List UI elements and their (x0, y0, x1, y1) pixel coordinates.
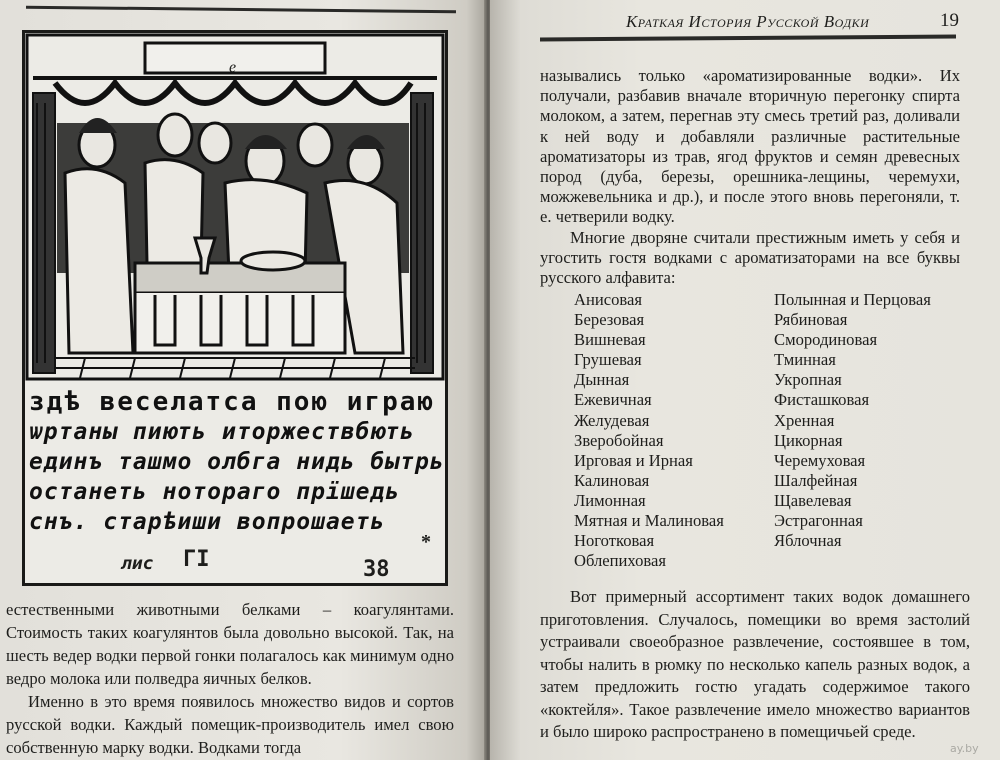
list-item: Щавелевая (774, 490, 852, 510)
left-page-text (6, 598, 454, 759)
paragraph: Именно в это время появилось множество видов и сортов русской водки. Каждый помещик-производитель имел свою собственную марку водки. Водками тогда (6, 692, 454, 757)
vodka-list (574, 290, 974, 571)
list-item: Полынная и Перцовая (774, 290, 931, 309)
list-item: Березовая (574, 310, 645, 330)
list-item: Ежевичная (574, 390, 652, 410)
list-item: Шалфейная (774, 470, 858, 490)
list-item: Тминная (774, 350, 836, 370)
list-item: Мятная и Малиновая (574, 511, 724, 531)
list-item: Облепиховая (574, 551, 666, 571)
left-page (0, 0, 486, 760)
list-item: Ноготковая (574, 531, 655, 551)
paragraph: Вот примерный ассортимент таких водок домашнего приготовления. Случалось, помещики во время застолий устраивали своеобразное развлечение, состоявшее в том, чтобы налить в рюмку по несколько капель разных водок, а затем предложить гостю угадать содержимое такого «коктейля». Такое развлечение имело множество вариантов и было широко распространено в помещичьей среде. (540, 587, 970, 741)
caption-line: здѣ веселатса пою играю (29, 387, 436, 417)
list-item: Грушевая (574, 350, 642, 370)
left-top-rule (26, 6, 456, 14)
list-item: Рябиновая (774, 310, 848, 330)
list-item: Укропная (774, 370, 842, 390)
list-item: Лимонная (574, 490, 646, 510)
list-item: Смородиновая (774, 330, 878, 350)
woodcut-top-letter: е (229, 59, 237, 76)
right-page-text-bottom (540, 586, 970, 744)
list-item: Калиновая (574, 470, 650, 490)
right-page-text (540, 66, 960, 288)
list-item: Желудевая (574, 410, 650, 430)
list-item: Яблочная (774, 531, 842, 551)
list-item: Фисташковая (774, 390, 870, 410)
list-item: Цикорная (774, 430, 843, 450)
vodka-list-right-column (774, 290, 974, 571)
paragraph: Многие дворяне считали престижным иметь у себя и угостить гостя водками с ароматизаторами на все буквы русского алфавита: (540, 227, 960, 288)
woodcut-caption (29, 387, 445, 537)
vodka-list-left-column (574, 290, 774, 571)
caption-star: * (421, 531, 431, 553)
caption-line: останеть нотораго прїшедь (29, 479, 401, 505)
list-item: Черемуховая (774, 450, 866, 470)
caption-line: единъ ташмо олбга нидь бытрь (29, 449, 445, 475)
page-number: 19 (940, 10, 959, 31)
caption-line: снъ. старѣиши вопрошаеть (29, 509, 386, 535)
list-item: Зверобойная (574, 430, 664, 450)
woodcut-illustration (22, 30, 448, 586)
woodcut-lis-label: лис (121, 553, 154, 574)
list-item: Хренная (774, 410, 835, 430)
woodcut-folio-number: 38 (363, 557, 390, 582)
list-item: Эстрагонная (774, 511, 863, 531)
watermark: ay.by (950, 742, 979, 755)
paragraph: естественными животными белками – коагулянтами. Стоимость таких коагулянтов была довольно высокой. Так, на шесть ведер водки первой гонки полагалось как минимум одно ведро молока или полведра яичных белков. (6, 600, 454, 688)
caption-line: ѡртаны пиють иторжествбють (29, 419, 415, 445)
running-head: Краткая История Русской Водки (626, 12, 870, 31)
paragraph: назывались только «ароматизированные водки». Их получали, разбавив вначале вторичную перегонку спирта молоком, а затем, перегнав эту смесь третий раз, доливали к ней воду и добавляли различные растительные ароматизаторы из трав, ягод фруктов и семян древесных пород (дуба, березы, орешника-лещины, черемухи, можжевельника и др.), и после этого вновь перегоняли, т. е. четверили водку. (540, 66, 960, 227)
list-item: Анисовая (574, 290, 643, 309)
list-item: Вишневая (574, 330, 646, 350)
list-item: Дынная (574, 370, 630, 390)
list-item: Ирговая и Ирная (574, 450, 693, 470)
woodcut-folio-letters: ГI (183, 547, 210, 572)
